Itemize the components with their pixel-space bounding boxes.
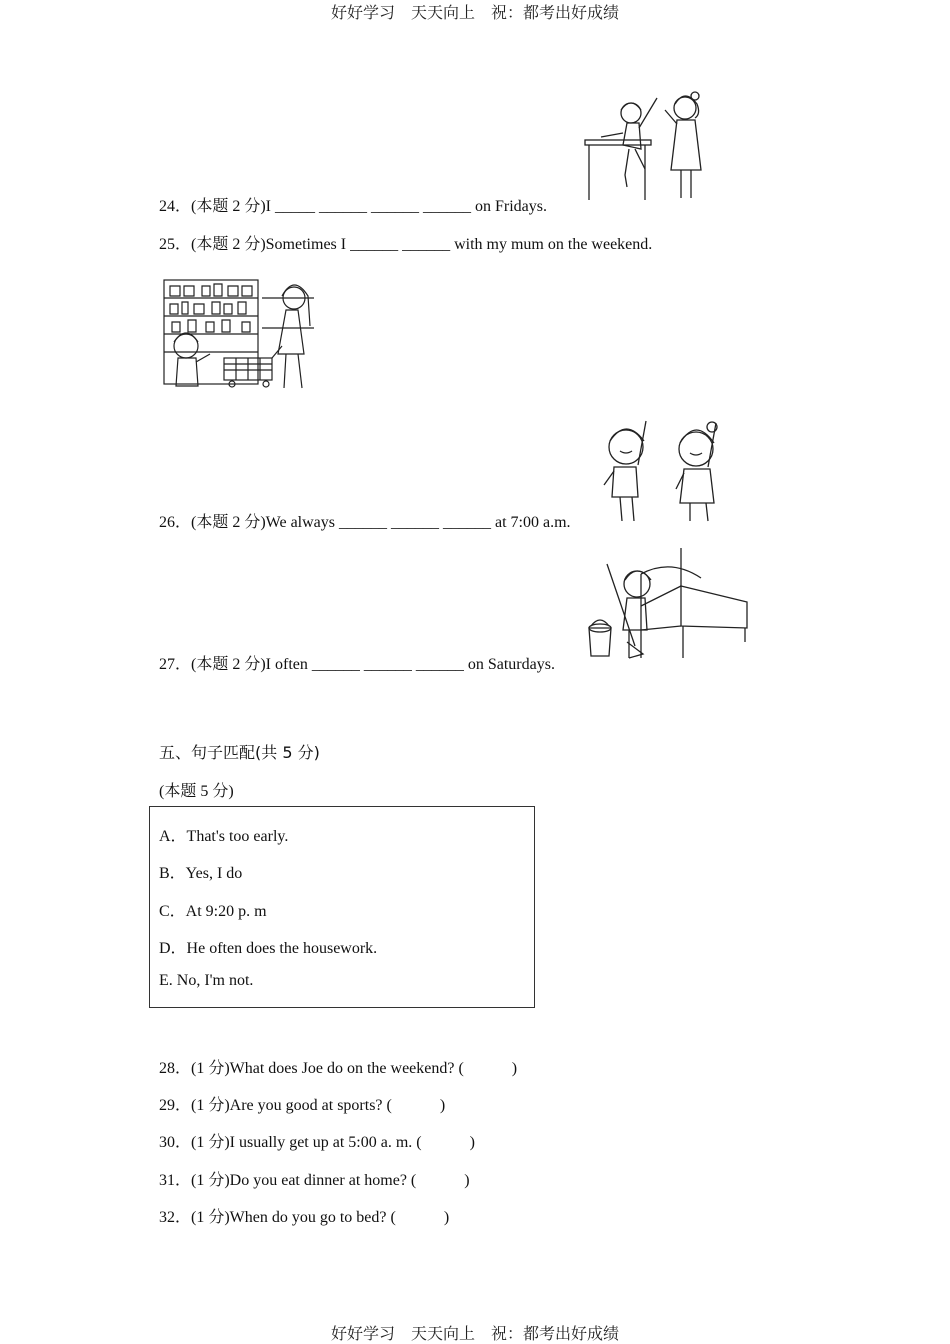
shopping-illustration	[162, 278, 318, 392]
option-e: E. No, I'm not.	[159, 972, 254, 989]
question-32: 32．(1 分)When do you go to bed? ( )	[159, 1209, 450, 1226]
question-29: 29．(1 分)Are you good at sports? ( )	[159, 1097, 446, 1114]
ballet-illustration	[583, 88, 708, 204]
option-b: B．Yes, I do	[159, 865, 243, 882]
option-c: C．At 9:20 p. m	[159, 903, 267, 920]
housework-illustration	[585, 546, 749, 668]
section-title: 五、句子匹配(共 5 分)	[159, 743, 320, 762]
question-25: 25．(本题 2 分)Sometimes I ______ ______ with my mum on the weekend.	[159, 236, 653, 253]
option-a: A．That's too early.	[159, 828, 289, 845]
page-header: 好好学习 天天向上 祝：都考出好成绩	[330, 3, 619, 22]
page-footer: 好好学习 天天向上 祝：都考出好成绩	[330, 1324, 619, 1343]
question-24: 24．(本题 2 分)I _____ ______ ______ ______ on Fridays.	[159, 198, 547, 215]
question-28: 28．(1 分)What does Joe do on the weekend? ( )	[159, 1060, 518, 1077]
question-30: 30．(1 分)I usually get up at 5:00 a. m. ( )	[159, 1134, 475, 1151]
section-score-note: (本题 5 分)	[159, 783, 234, 800]
option-d: D．He often does the housework.	[159, 940, 378, 957]
question-31: 31．(1 分)Do you eat dinner at home? ( )	[159, 1172, 470, 1189]
question-27: 27．(本题 2 分)I often ______ ______ ______ on Saturdays.	[159, 656, 555, 673]
exercise-illustration	[600, 417, 724, 525]
question-26: 26．(本题 2 分)We always ______ ______ ______ at 7:00 a.m.	[159, 514, 571, 531]
